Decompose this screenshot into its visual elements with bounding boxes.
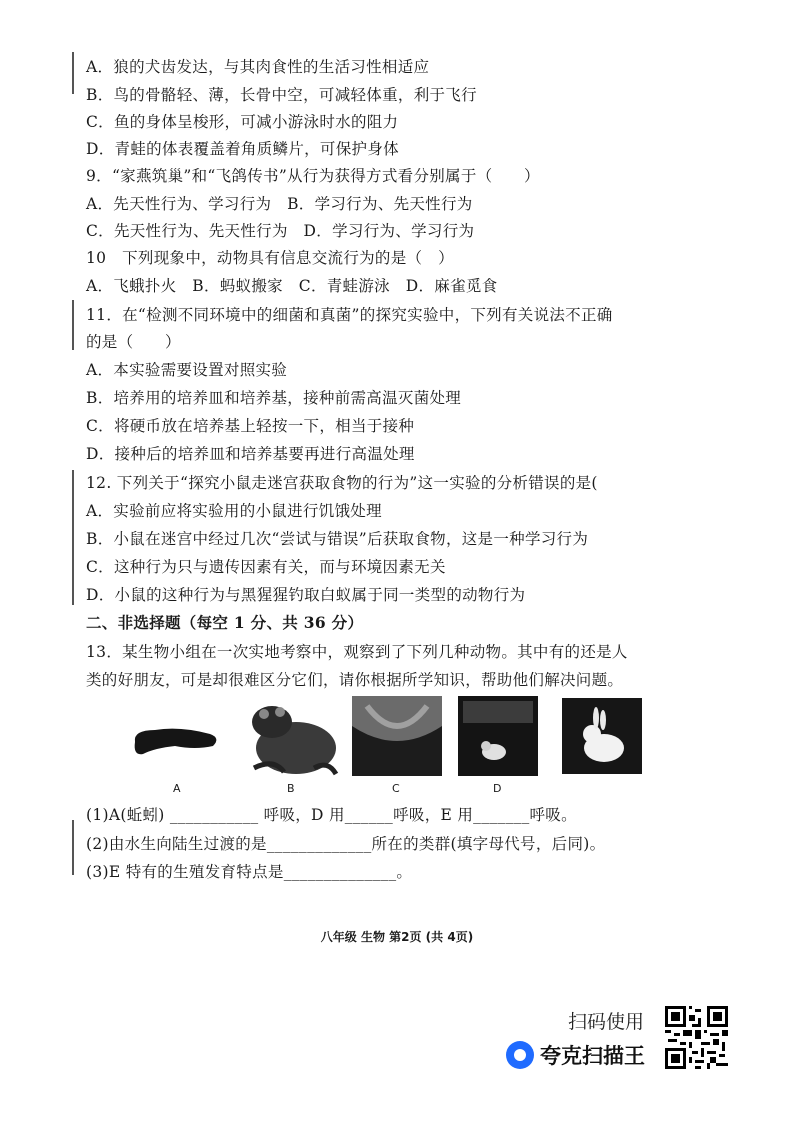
frog-photo: [244, 698, 342, 778]
page-footer: 八年级 生物 第2页 (共 4页): [320, 930, 474, 944]
brand-text: 夸克扫描王: [540, 1044, 645, 1068]
earthworm-photo: [125, 712, 225, 760]
q12-option-b: B．小鼠在迷宫中经过几次“尝试与错误”后获取食物，这是一种学习行为: [86, 530, 589, 548]
q12-stem: 12. 下列关于“探究小鼠走迷宫获取食物的行为”这一实验的分析错误的是(: [86, 474, 598, 492]
q13-stem-cont: 类的好朋友，可是却很难区分它们，请你根据所学知识，帮助他们解决问题。: [86, 671, 624, 689]
q9-options-cd: C．先天性行为、先天性行为 D．学习行为、学习行为: [86, 222, 475, 240]
margin-line: [72, 52, 74, 94]
pigeon-photo: [352, 696, 442, 776]
q12-option-a: A．实验前应将实验用的小鼠进行饥饿处理: [86, 502, 382, 520]
scan-label: 扫码使用: [568, 1011, 645, 1033]
image-label-b: B: [287, 782, 295, 795]
q11-option-a: A．本实验需要设置对照实验: [86, 361, 288, 379]
q12-option-d: D．小鼠的这种行为与黑猩猩钓取白蚁属于同一类型的动物行为: [86, 586, 526, 604]
image-label-a: A: [173, 782, 181, 795]
q12-option-c: C．这种行为只与遗传因素有关，而与环境因素无关: [86, 558, 446, 576]
q9-stem: 9．“家燕筑巢”和“飞鸽传书”从行为获得方式看分别属于（ ）: [86, 167, 540, 185]
section-title: 二、非选择题（每空 1 分、共 36 分）: [86, 613, 364, 632]
brand-logo: [506, 1040, 645, 1070]
q11-option-c: C．将硬币放在培养基上轻按一下，相当于接种: [86, 417, 415, 435]
q13-sub1: (1)A(蚯蚓) ___________ 呼吸，D 用______呼吸，E 用_______呼吸。: [86, 806, 577, 824]
q13-stem: 13．某生物小组在一次实地考察中，观察到了下列几种动物。其中有的还是人: [86, 643, 628, 661]
q8-option-a: A．狼的犬齿发达，与其肉食性的生活习性相适应: [86, 58, 430, 76]
margin-line: [72, 300, 74, 350]
margin-line: [72, 820, 74, 875]
q10-options: A．飞蛾扑火 B．蚂蚁搬家 C．青蛙游泳 D．麻雀觅食: [86, 277, 498, 295]
q8-option-c: C．鱼的身体呈梭形，可减小游泳时水的阻力: [86, 113, 399, 131]
bird-photo: [458, 696, 538, 776]
q13-sub2: (2)由水生向陆生过渡的是_____________所在的类群(填字母代号，后同)。: [86, 835, 606, 853]
q13-sub3: (3)E 特有的生殖发育特点是______________。: [86, 863, 413, 881]
q8-option-b: B．鸟的骨骼轻、薄，长骨中空，可减轻体重，利于飞行: [86, 86, 477, 104]
q11-option-b: B．培养用的培养皿和培养基，接种前需高温灭菌处理: [86, 389, 462, 407]
image-label-c: C: [392, 782, 400, 795]
q9-options-ab: A．先天性行为、学习行为 B．学习行为、先天性行为: [86, 195, 473, 213]
brand-icon: [506, 1041, 534, 1069]
q11-option-d: D．接种后的培养皿和培养基要再进行高温处理: [86, 445, 415, 463]
image-label-d: D: [493, 782, 502, 795]
qr-code-icon[interactable]: [665, 1006, 728, 1069]
q11-stem: 11．在“检测不同环境中的细菌和真菌”的探究实验中，下列有关说法不正确: [86, 306, 613, 324]
rabbit-photo: [562, 698, 642, 774]
margin-line: [72, 470, 74, 605]
q10-stem: 10 下列现象中，动物具有信息交流行为的是（ ）: [86, 249, 454, 267]
q11-stem-cont: 的是（ ）: [86, 333, 181, 351]
q8-option-d: D．青蛙的体表覆盖着角质鳞片，可保护身体: [86, 140, 399, 158]
